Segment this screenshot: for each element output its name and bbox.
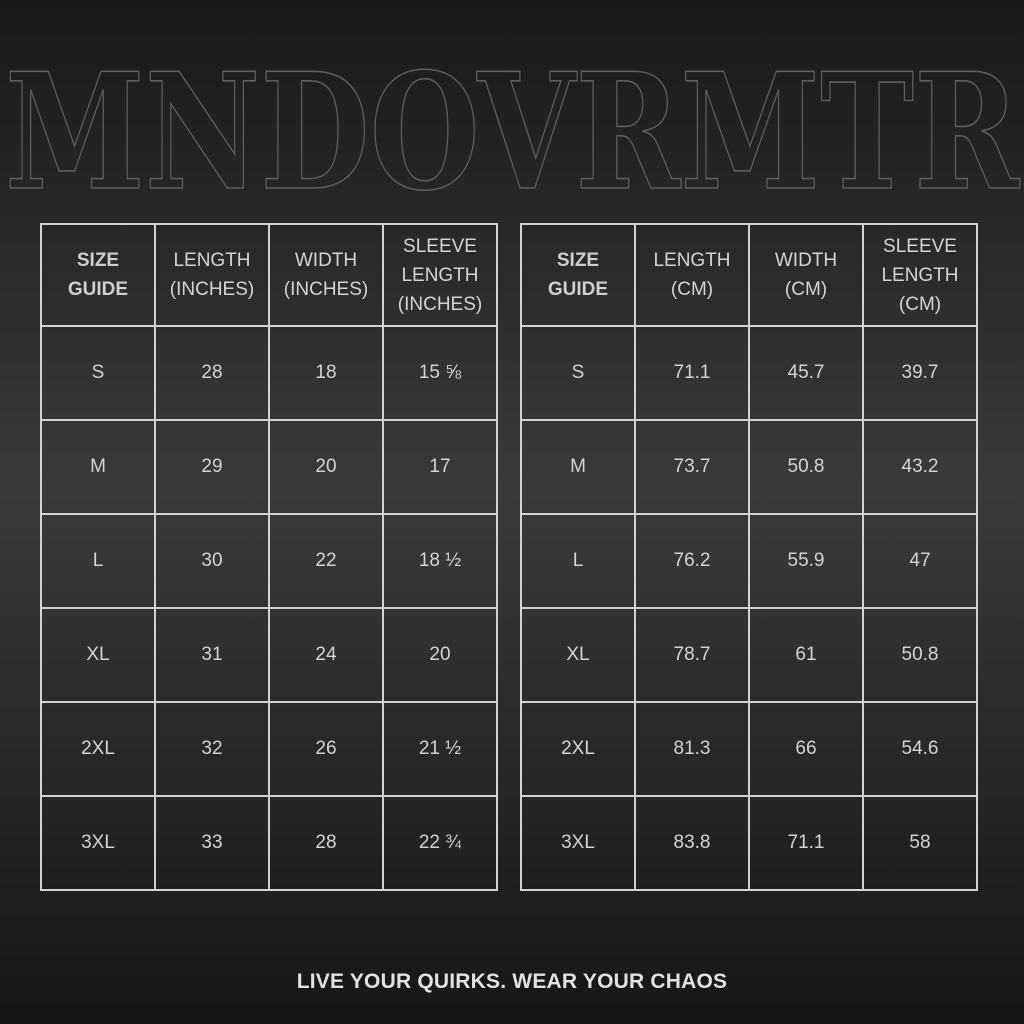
sleeve-cell: 39.7 [863, 326, 977, 420]
size-cell: S [521, 326, 635, 420]
sleeve-cell: 21 ½ [383, 702, 497, 796]
header-row [41, 224, 497, 326]
length-cell: 29 [155, 420, 269, 514]
header-sleeve-length [383, 224, 497, 326]
header-text: SIZE [556, 250, 600, 271]
header-text: WIDTH [294, 250, 358, 271]
width-cell: 22 [269, 514, 383, 608]
table-row [41, 796, 497, 890]
size-cell: L [521, 514, 635, 608]
length-cell: 28 [155, 326, 269, 420]
length-cell: 83.8 [635, 796, 749, 890]
brand-wordmark-text: MNDOVRMTR [5, 40, 1020, 210]
length-cell: 73.7 [635, 420, 749, 514]
width-cell: 28 [269, 796, 383, 890]
width-cell: 71.1 [749, 796, 863, 890]
header-text: WIDTH [774, 250, 838, 271]
sleeve-cell: 18 ½ [383, 514, 497, 608]
size-cell: XL [41, 608, 155, 702]
size-cell: 3XL [521, 796, 635, 890]
header-length [635, 224, 749, 326]
header-text: SIZE [76, 250, 120, 271]
length-cell: 76.2 [635, 514, 749, 608]
header-text: (INCHES) [283, 279, 369, 300]
size-cell: S [41, 326, 155, 420]
header-text: GUIDE [547, 279, 609, 300]
table-row [521, 326, 977, 420]
table-row [41, 608, 497, 702]
width-cell: 55.9 [749, 514, 863, 608]
header-row [521, 224, 977, 326]
brand-wordmark [0, 40, 1024, 210]
tagline: LIVE YOUR QUIRKS. WEAR YOUR CHAOS [296, 970, 728, 993]
table-row [41, 420, 497, 514]
sleeve-cell: 22 ¾ [383, 796, 497, 890]
length-cell: 71.1 [635, 326, 749, 420]
sleeve-cell: 20 [383, 608, 497, 702]
size-cell: 3XL [41, 796, 155, 890]
size-table-cm [520, 223, 978, 891]
table-row [521, 420, 977, 514]
header-width [269, 224, 383, 326]
length-cell: 32 [155, 702, 269, 796]
size-cell: M [41, 420, 155, 514]
header-size-guide [41, 224, 155, 326]
width-cell: 61 [749, 608, 863, 702]
sleeve-cell: 47 [863, 514, 977, 608]
width-cell: 26 [269, 702, 383, 796]
header-text: LENGTH [173, 250, 251, 271]
header-text: (INCHES) [397, 293, 483, 315]
header-text: SLEEVE [883, 235, 957, 257]
sleeve-cell: 58 [863, 796, 977, 890]
size-cell: XL [521, 608, 635, 702]
header-width [749, 224, 863, 326]
table-row [521, 514, 977, 608]
header-size-guide [521, 224, 635, 326]
table-row [41, 514, 497, 608]
length-cell: 81.3 [635, 702, 749, 796]
width-cell: 45.7 [749, 326, 863, 420]
width-cell: 50.8 [749, 420, 863, 514]
table-row [521, 796, 977, 890]
width-cell: 66 [749, 702, 863, 796]
header-sleeve-length [863, 224, 977, 326]
table-row [41, 326, 497, 420]
table-row [521, 608, 977, 702]
length-cell: 30 [155, 514, 269, 608]
header-text: (CM) [784, 279, 828, 300]
table-row [521, 702, 977, 796]
sleeve-cell: 43.2 [863, 420, 977, 514]
sleeve-cell: 50.8 [863, 608, 977, 702]
header-text: (CM) [670, 279, 714, 300]
table-row [41, 702, 497, 796]
header-text: LENGTH [401, 264, 479, 286]
size-table-inches [40, 223, 498, 891]
header-text: LENGTH [653, 250, 731, 271]
header-length [155, 224, 269, 326]
sleeve-cell: 54.6 [863, 702, 977, 796]
header-text: (CM) [898, 293, 942, 315]
length-cell: 33 [155, 796, 269, 890]
length-cell: 78.7 [635, 608, 749, 702]
sleeve-cell: 17 [383, 420, 497, 514]
width-cell: 20 [269, 420, 383, 514]
width-cell: 24 [269, 608, 383, 702]
width-cell: 18 [269, 326, 383, 420]
header-text: LENGTH [881, 264, 959, 286]
size-cell: 2XL [521, 702, 635, 796]
length-cell: 31 [155, 608, 269, 702]
size-cell: 2XL [41, 702, 155, 796]
sleeve-cell: 15 ⅝ [383, 326, 497, 420]
size-cell: L [41, 514, 155, 608]
size-cell: M [521, 420, 635, 514]
header-text: (INCHES) [169, 279, 255, 300]
header-text: SLEEVE [403, 235, 477, 257]
header-text: GUIDE [67, 279, 129, 300]
